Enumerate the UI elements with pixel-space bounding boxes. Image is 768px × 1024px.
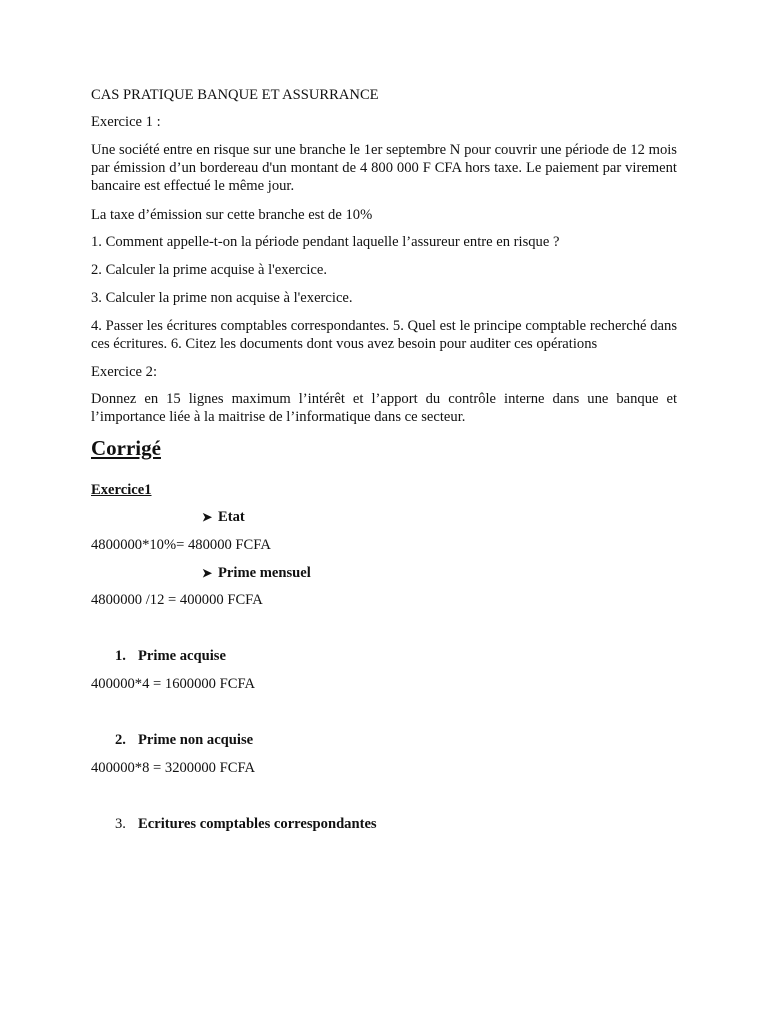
etat-label: Etat [218, 509, 245, 525]
item-label: Prime acquise [138, 648, 226, 664]
item-label: Ecritures comptables correspondantes [138, 816, 377, 832]
exercice1-heading: Exercice 1 : [91, 114, 161, 130]
prime-mensuel-calculation: 4800000 /12 = 400000 FCFA [91, 592, 263, 608]
corrige-item-1 [115, 647, 226, 665]
question-2: 2. Calculer la prime acquise à l'exercice. [91, 262, 328, 278]
corrige-exercice-heading: Exercice1 [91, 482, 152, 498]
exercice2-heading: Exercice 2: [91, 364, 158, 380]
corrige-item-3 [115, 815, 377, 833]
prime-acquise-calculation: 400000*4 = 1600000 FCFA [91, 676, 256, 692]
etat-calculation: 4800000*10%= 480000 FCFA [91, 537, 271, 553]
question-1: 1. Comment appelle-t-on la période pendant laquelle l’assureur entre en risque ? [91, 234, 560, 250]
prime-non-acquise-calculation: 400000*8 = 3200000 FCFA [91, 760, 256, 776]
corrige-item-2 [115, 731, 253, 749]
item-label: Prime non acquise [138, 732, 254, 748]
arrow-right-icon: ➤ [202, 566, 213, 580]
arrow-right-icon: ➤ [202, 510, 213, 524]
bullet-prime-mensuel [202, 564, 311, 582]
item-number: 3. [115, 816, 126, 832]
exercice1-statement: Une société entre en risque sur une branche le 1er septembre N pour couvrir une période de 12 mois par émission d’un bordereau d'un montant de 4 800 000 F CFA hors taxe. Le paiement par virement bancaire est effectué le même jour. [91, 142, 677, 194]
bullet-etat [202, 508, 245, 526]
exercice2-statement: Donnez en 15 lignes maximum l’intérêt et l’apport du contrôle interne dans une banque et l’importance liée à la maitrise de l’informatique dans ce secteur. [91, 391, 677, 425]
prime-mensuel-label: Prime mensuel [218, 565, 311, 581]
item-number: 1. [115, 648, 126, 664]
questions-4-6: 4. Passer les écritures comptables correspondantes. 5. Quel est le principe comptable recherché dans ces écritures. 6. Citez les documents dont vous avez besoin pour auditer ces opérations [91, 318, 677, 352]
tax-sentence: La taxe d’émission sur cette branche est de 10% [91, 207, 373, 223]
document-title: CAS PRATIQUE BANQUE ET ASSURRANCE [91, 87, 379, 103]
corrige-heading: Corrigé [91, 436, 161, 460]
item-number: 2. [115, 732, 126, 748]
question-3: 3. Calculer la prime non acquise à l'exercice. [91, 290, 353, 306]
